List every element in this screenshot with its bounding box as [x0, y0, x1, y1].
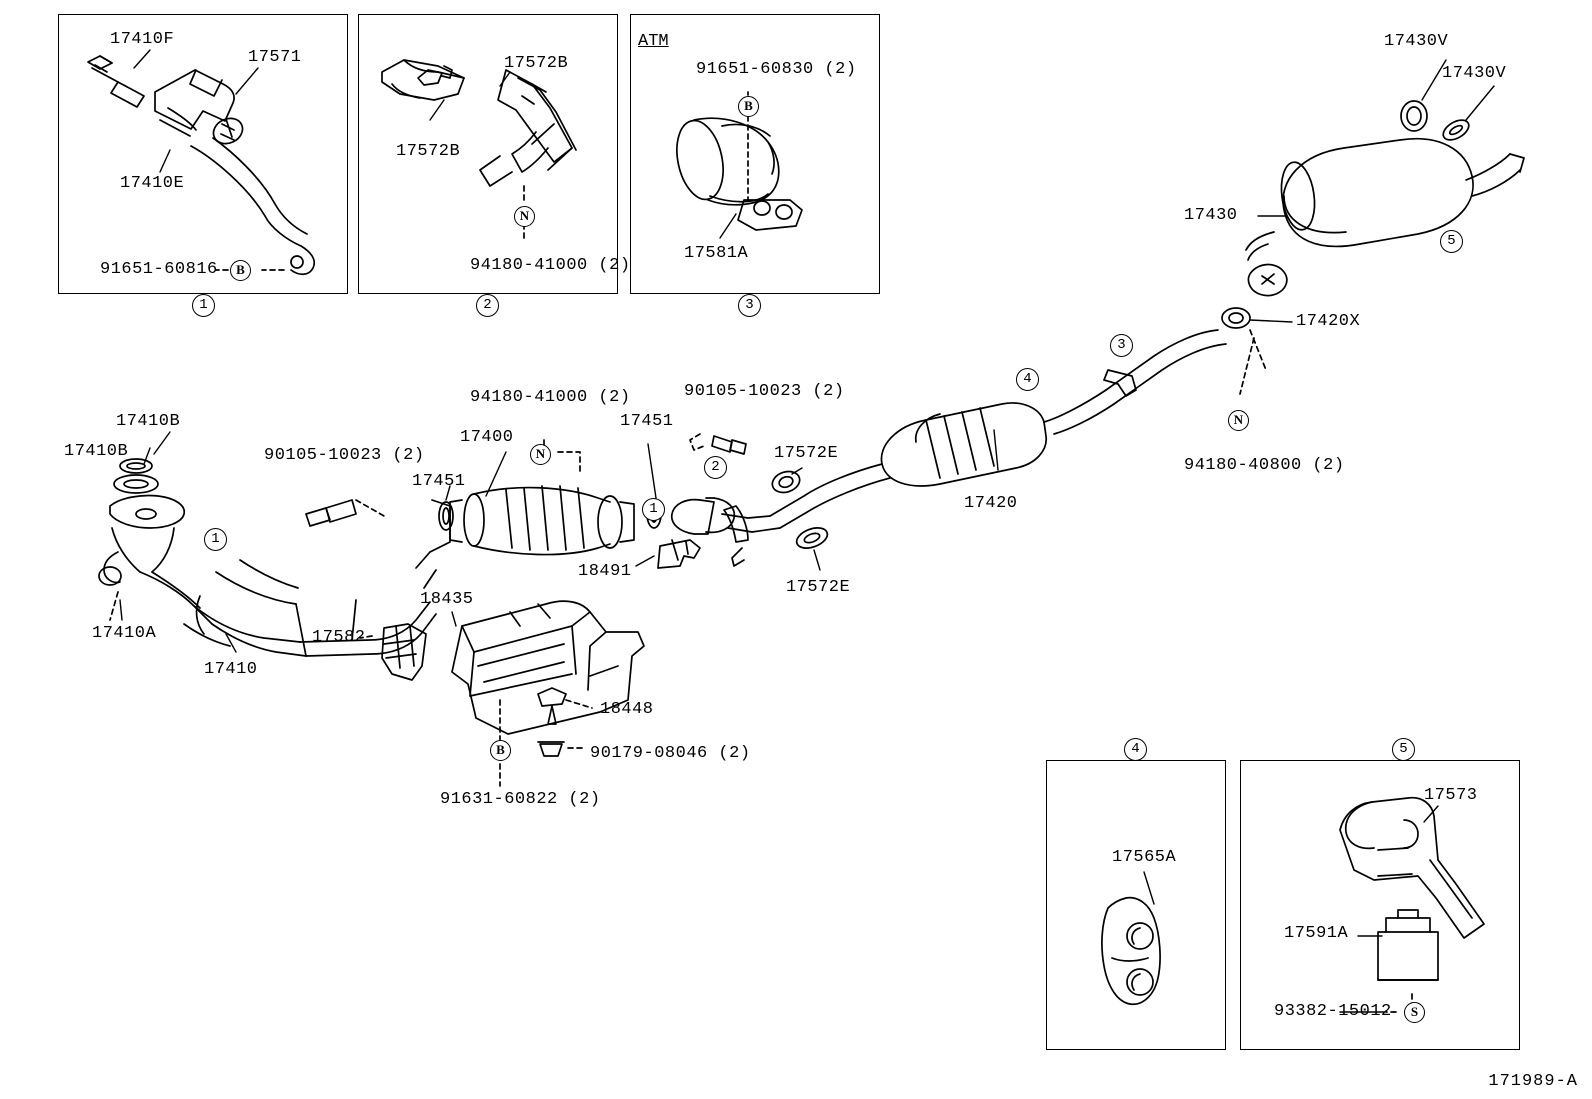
tag-n-main: N [530, 444, 551, 465]
callout-91651-60816: 91651-60816 [100, 260, 218, 279]
callout-17430: 17430 [1184, 206, 1238, 225]
tag-n-rear: N [1228, 410, 1249, 431]
callout-17565A: 17565A [1112, 848, 1177, 867]
callout-90105-10023-right: 90105-10023 (2) [684, 382, 845, 401]
callout-17430V-b: 17430V [1442, 64, 1507, 83]
number-3-midpipe: 3 [1110, 334, 1133, 357]
number-5-muffler: 5 [1440, 230, 1463, 253]
callout-18491: 18491 [578, 562, 632, 581]
number-1-catalyst: 1 [642, 498, 665, 521]
callout-94180-41000-box2: 94180-41000 (2) [470, 256, 631, 275]
callout-17410E: 17410E [120, 174, 185, 193]
inset-number-5: 5 [1392, 738, 1415, 761]
callout-17420: 17420 [964, 494, 1018, 513]
inset-box-3 [630, 14, 880, 294]
callout-17400: 17400 [460, 428, 514, 447]
inset-number-2: 2 [476, 294, 499, 317]
callout-17591A: 17591A [1284, 924, 1349, 943]
sheet-code: 171989-A [1488, 1072, 1578, 1091]
callout-17572E-lower: 17572E [786, 578, 851, 597]
callout-17410F: 17410F [110, 30, 175, 49]
callout-91651-60830: 91651-60830 (2) [696, 60, 857, 79]
callout-17582: 17582 [312, 628, 366, 647]
atm-note: ATM [638, 32, 669, 51]
callout-93382-15012: 93382-15012 [1274, 1002, 1392, 1021]
inset-box-4 [1046, 760, 1226, 1050]
callout-17410B-b: 17410B [64, 442, 129, 461]
callout-17572E-upper: 17572E [774, 444, 839, 463]
inset-box-1 [58, 14, 348, 294]
callout-17572B-lower: 17572B [396, 142, 461, 161]
callout-17430V-a: 17430V [1384, 32, 1449, 51]
callout-17410B-a: 17410B [116, 412, 181, 431]
number-1-frontpipe: 1 [204, 528, 227, 551]
inset-number-1: 1 [192, 294, 215, 317]
number-4-resonator: 4 [1016, 368, 1039, 391]
callout-17451-right: 17451 [620, 412, 674, 431]
callout-17451-left: 17451 [412, 472, 466, 491]
callout-17571: 17571 [248, 48, 302, 67]
tag-n-box2: N [514, 206, 535, 227]
number-2-center: 2 [704, 456, 727, 479]
tag-s-box5: S [1404, 1002, 1425, 1023]
callout-18435: 18435 [420, 590, 474, 609]
inset-number-4: 4 [1124, 738, 1147, 761]
tag-b-box3: B [738, 96, 759, 117]
callout-91631-60822: 91631-60822 (2) [440, 790, 601, 809]
inset-number-3: 3 [738, 294, 761, 317]
callout-17410: 17410 [204, 660, 258, 679]
tag-b-box1: B [230, 260, 251, 281]
callout-17410A: 17410A [92, 624, 157, 643]
callout-94180-40800: 94180-40800 (2) [1184, 456, 1345, 475]
callout-17573: 17573 [1424, 786, 1478, 805]
callout-17581A: 17581A [684, 244, 749, 263]
callout-18448: 18448 [600, 700, 654, 719]
callout-90179-08046: 90179-08046 (2) [590, 744, 751, 763]
callout-90105-10023-left: 90105-10023 (2) [264, 446, 425, 465]
callout-17420X: 17420X [1296, 312, 1361, 331]
callout-94180-41000-main: 94180-41000 (2) [470, 388, 631, 407]
tag-b-main: B [490, 740, 511, 761]
callout-17572B-upper: 17572B [504, 54, 569, 73]
